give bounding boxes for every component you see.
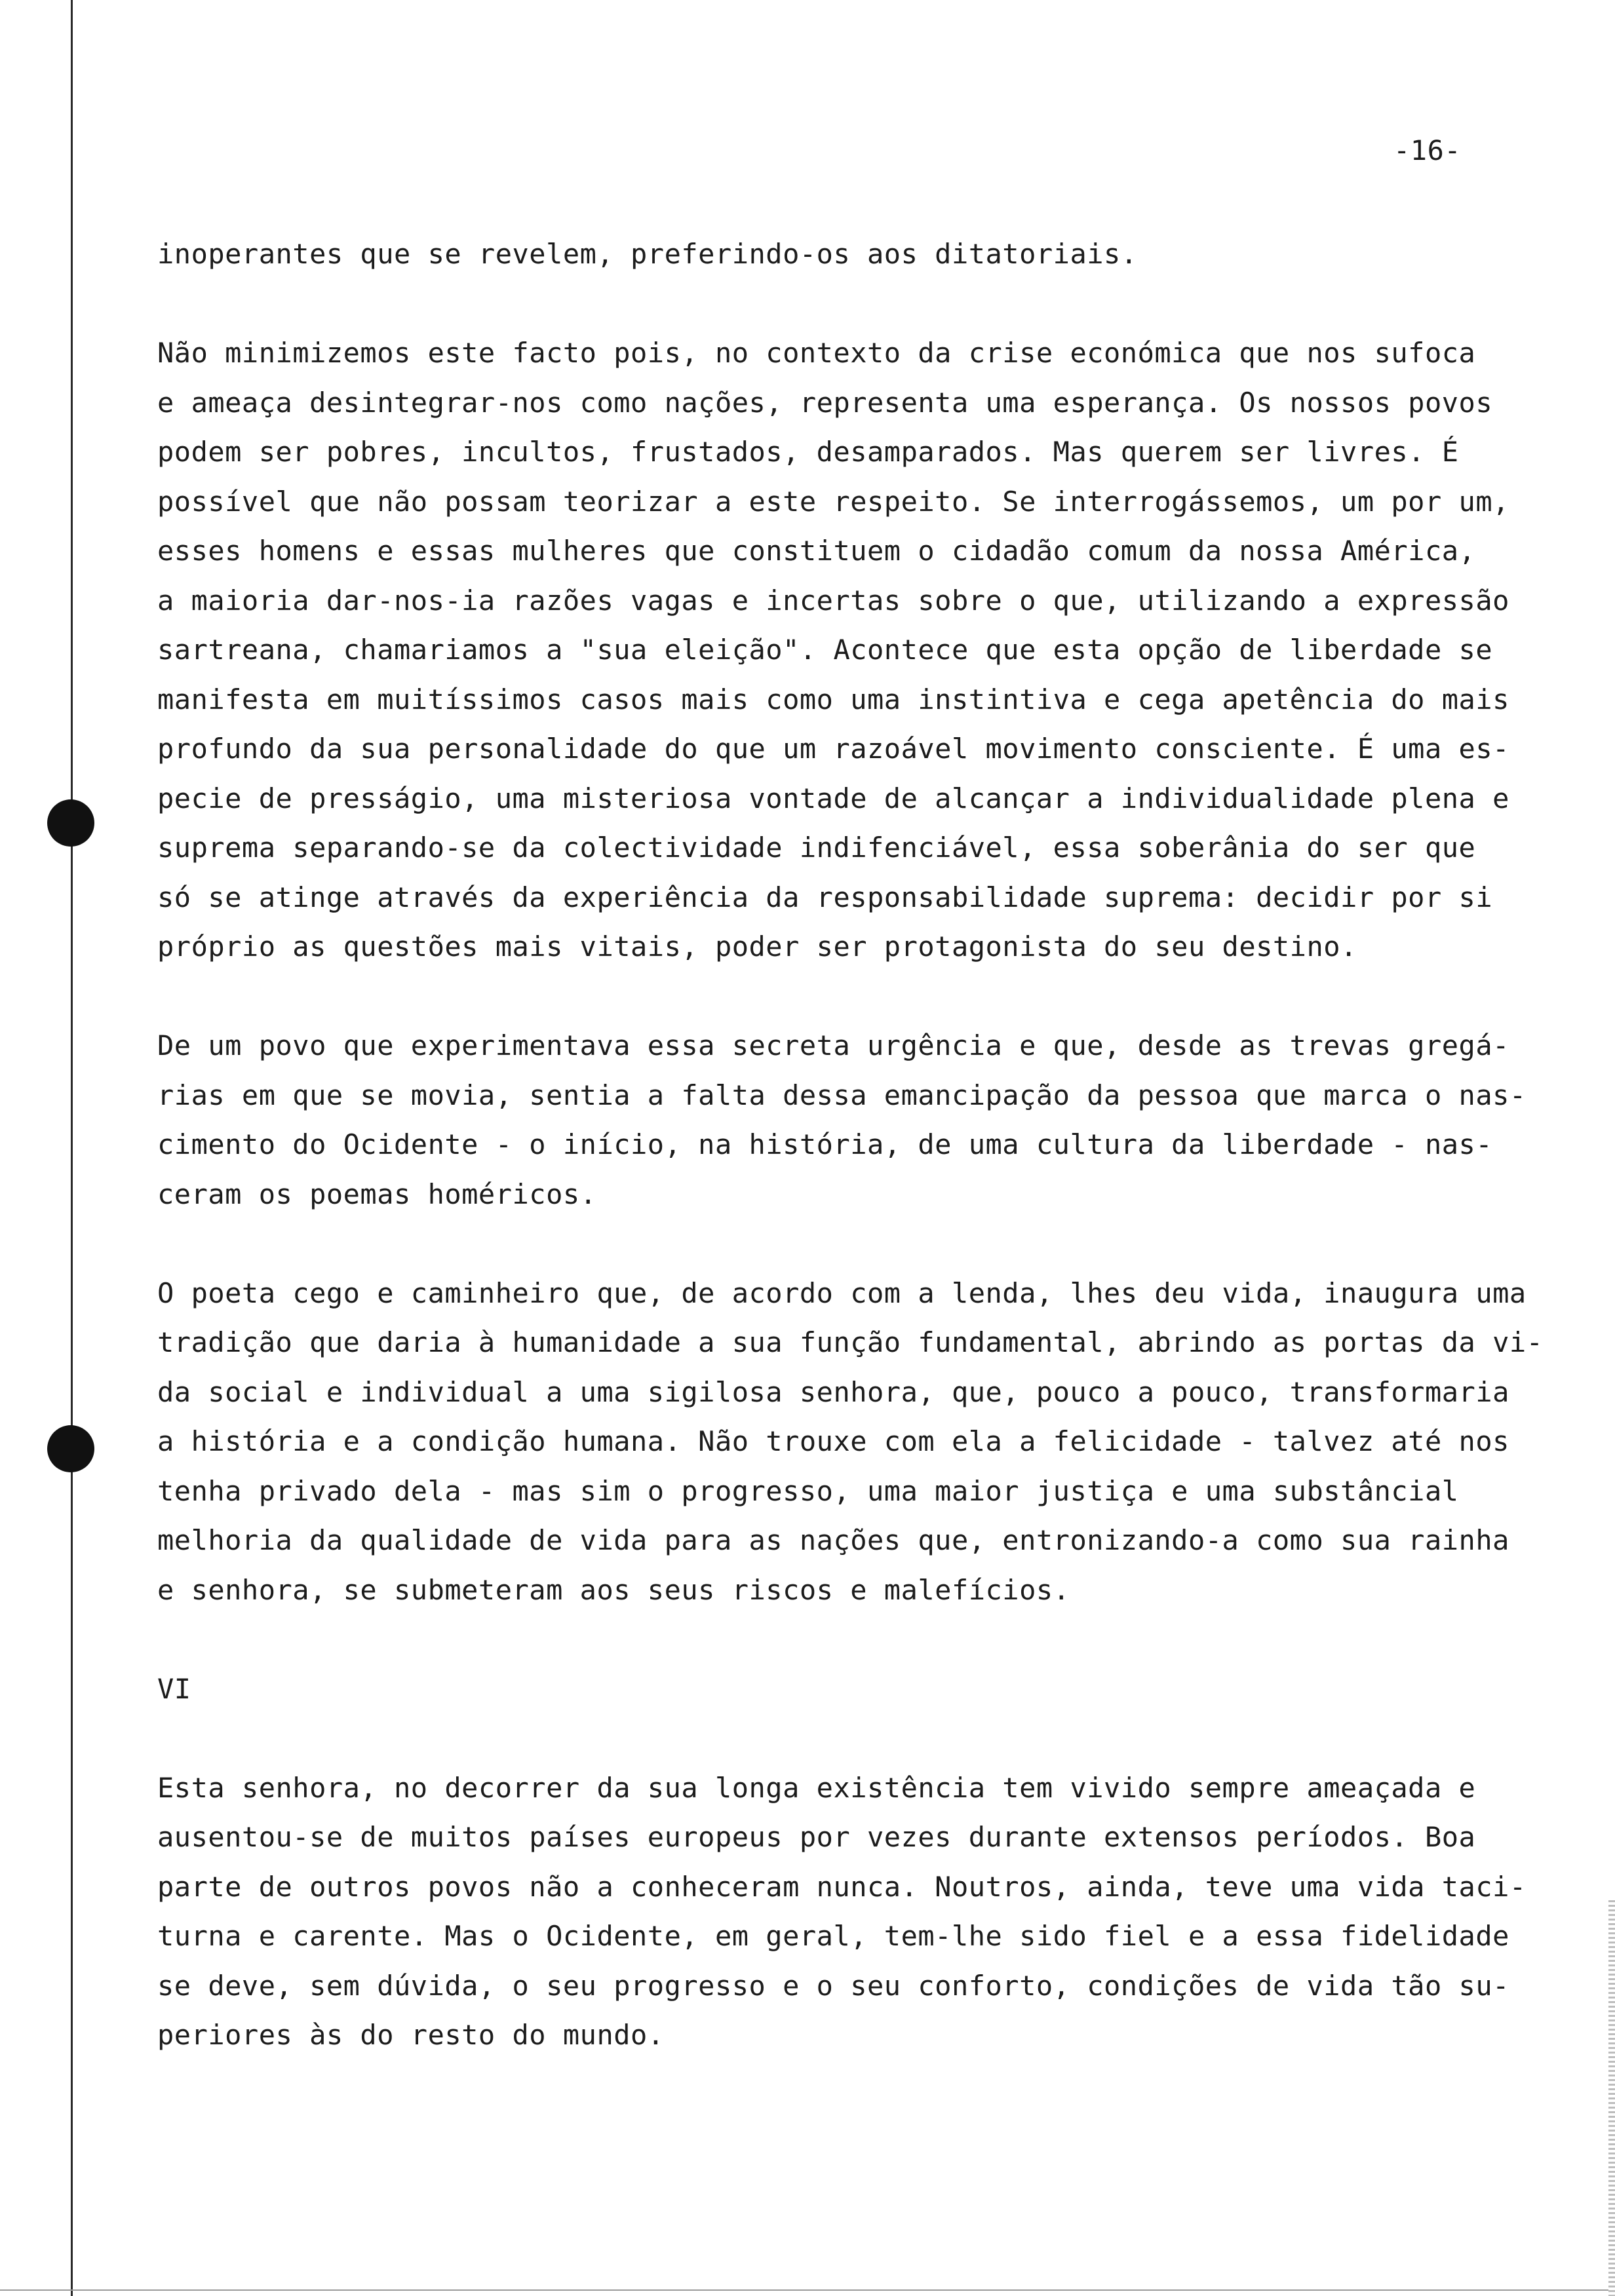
text-line: da social e individual a uma sigilosa senhora, que, pouco a pouco, transformaria [157, 1375, 1509, 1408]
text-line: cimento do Ocidente - o início, na história, de uma cultura da liberdade - nas- [157, 1128, 1493, 1160]
text-line: tenha privado dela - mas sim o progresso, uma maior justiça e uma substâncial [157, 1474, 1459, 1507]
text-line: rias em que se movia, sentia a falta dessa emancipação da pessoa que marca o nas- [157, 1079, 1527, 1111]
text-line: próprio as questões mais vitais, poder ser protagonista do seu destino. [157, 930, 1357, 963]
paragraph-gap [157, 1219, 1521, 1269]
paragraph-gap [157, 1615, 1521, 1664]
paragraph-gap [157, 1713, 1521, 1763]
text-line: inoperantes que se revelem, preferindo-os aos ditatoriais. [157, 238, 1138, 270]
punch-hole-upper [47, 799, 94, 847]
text-line: manifesta em muitíssimos casos mais como uma instintiva e cega apetência do mais [157, 683, 1509, 716]
punch-hole-lower [47, 1425, 94, 1472]
text-line: podem ser pobres, incultos, frustados, desamparados. Mas querem ser livres. É [157, 436, 1459, 468]
right-edge-scan-artifact [1608, 1900, 1615, 2296]
text-line: ceram os poemas homéricos. [157, 1177, 597, 1210]
text-line: ausentou-se de muitos países europeus por vezes durante extensos períodos. Boa [157, 1821, 1476, 1853]
text-line: VI [157, 1672, 191, 1705]
text-line: sartreana, chamariamos a "sua eleição". Acontece que esta opção de liberdade se [157, 634, 1493, 666]
text-line: Não minimizemos este facto pois, no contexto da crise económica que nos sufoca [157, 337, 1476, 369]
text-line: Esta senhora, no decorrer da sua longa existência tem vivido sempre ameaçada e [157, 1771, 1476, 1804]
paragraph-gap [157, 279, 1521, 329]
text-line: turna e carente. Mas o Ocidente, em geral, tem-lhe sido fiel e a essa fidelidade [157, 1920, 1509, 1952]
bottom-edge-line [0, 2289, 1615, 2291]
text-line: esses homens e essas mulheres que constituem o cidadão comum da nossa América, [157, 535, 1476, 567]
text-line: se deve, sem dúvida, o seu progresso e o seu conforto, condições de vida tão su- [157, 1969, 1509, 2002]
text-line: tradição que daria à humanidade a sua função fundamental, abrindo as portas da vi- [157, 1326, 1544, 1358]
text-line: melhoria da qualidade de vida para as nações que, entronizando-a como sua rainha [157, 1524, 1509, 1556]
text-line: a história e a condição humana. Não trouxe com ela a felicidade - talvez até nos [157, 1425, 1509, 1457]
text-line: profundo da sua personalidade do que um razoável movimento consciente. É uma es- [157, 733, 1509, 765]
text-line: De um povo que experimentava essa secreta urgência e que, desde as trevas gregá- [157, 1029, 1509, 1062]
text-line: possível que não possam teorizar a este respeito. Se interrogássemos, um por um, [157, 485, 1509, 518]
text-line: só se atinge através da experiência da responsabilidade suprema: decidir por si [157, 881, 1493, 913]
page-number: -16- [1393, 134, 1462, 166]
text-line: e ameaça desintegrar-nos como nações, representa uma esperança. Os nossos povos [157, 386, 1493, 419]
paragraph-gap [157, 972, 1521, 1022]
body-text [157, 229, 1544, 2060]
text-line: pecie de presságio, uma misteriosa vontade de alcançar a individualidade plena e [157, 782, 1509, 814]
text-line: suprema separando-se da colectividade indifenciável, essa soberânia do ser que [157, 832, 1476, 864]
text-line: e senhora, se submeteram aos seus riscos e malefícios. [157, 1573, 1070, 1606]
text-line: O poeta cego e caminheiro que, de acordo com a lenda, lhes deu vida, inaugura uma [157, 1276, 1527, 1309]
text-line: parte de outros povos não a conheceram nunca. Noutros, ainda, teve uma vida taci- [157, 1870, 1527, 1903]
text-line: periores às do resto do mundo. [157, 2019, 665, 2051]
binding-margin-line [71, 0, 73, 2296]
text-line: a maioria dar-nos-ia razões vagas e incertas sobre o que, utilizando a expressão [157, 584, 1509, 617]
